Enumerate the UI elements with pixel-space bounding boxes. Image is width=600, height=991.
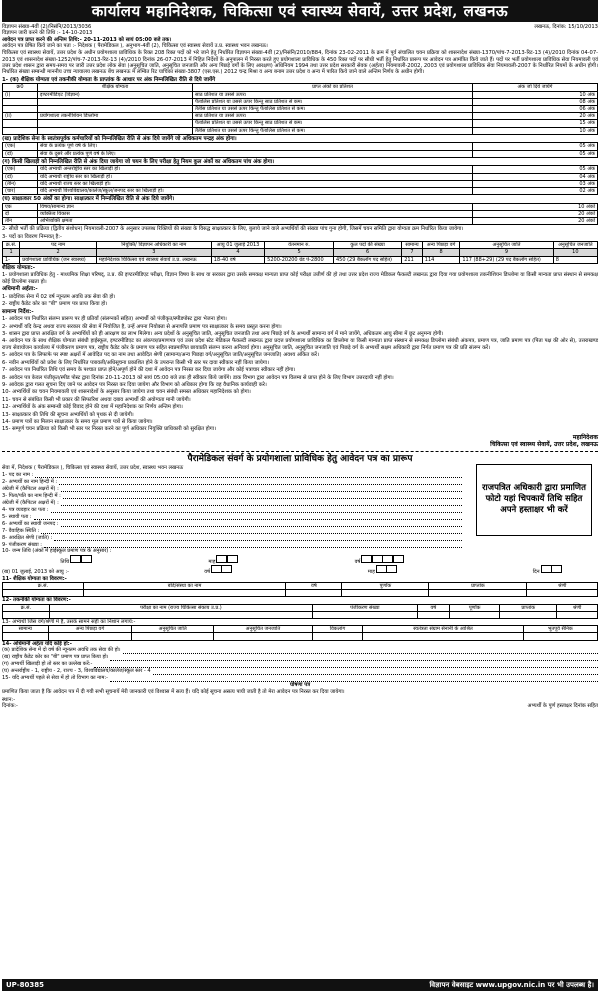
table-cell: 8: [422, 249, 460, 256]
education-title: 11- शैक्षिक योग्यता का विवरण:-: [2, 575, 67, 582]
form-field-input[interactable]: [51, 506, 462, 513]
table-row: [3, 106, 598, 113]
qualification-title: शैक्षिक योग्यता:-: [2, 264, 35, 271]
form-field-label: 1- पद का नाम :: [2, 471, 34, 478]
rule-item: 9- आवेदक द्वारा गलत सूचना दिए जाने पर आवेदन पत्र निरस्त कर दिया जायेगा और विभाग को अधिकार होगा कि वह वैधानिक कार्यवाही करे।: [2, 381, 267, 388]
table-cell: [38, 120, 193, 127]
preference-input[interactable]: [110, 654, 598, 661]
table-row: [3, 173, 598, 180]
table-header: विकलांग: [312, 626, 363, 633]
table-header: क्र.सं.: [3, 604, 50, 611]
table-cell: 114: [422, 256, 460, 263]
form-field-row[interactable]: [2, 471, 462, 478]
category-table: [2, 625, 598, 640]
preference-label: (ख) राष्ट्रीय कैडेट कोर का "बी" प्रमाण पत्र प्राप्त किया हो।: [2, 654, 109, 661]
rule-item: 7- आवेदन पत्र निर्धारित तिथि एवं समय के पश्चात प्राप्त होने/अपूर्ण होने की दशा में आवेदन पत्र निरस्त कर दिया जायेगा और कोई पत्राचार स्वीकार नहीं होगा।: [2, 367, 296, 374]
sports-marks-table: [2, 165, 598, 195]
form-field-input[interactable]: [59, 478, 462, 485]
table-cell: दो: [3, 211, 38, 218]
table-cell: 4: [211, 249, 264, 256]
table-header: अंक जो दिये जायेंगे: [473, 84, 598, 91]
category-label: 13- अभ्यर्थी जिस वर्ग/श्रेणी में है, उसके सामने सही का निशान लगायें:-: [2, 618, 136, 625]
table-header: अन्य पिछड़ा वर्ग: [422, 242, 460, 249]
form-field-label: 2- अभ्यर्थी का नाम हिन्दी में :: [2, 478, 58, 485]
table-row: [3, 150, 598, 157]
table-cell: [38, 98, 193, 105]
form-field-input[interactable]: [61, 499, 462, 506]
table-header: क्र0: [3, 84, 38, 91]
table-cell: 20 अंक: [473, 113, 598, 120]
form-field-row[interactable]: [2, 478, 462, 485]
form-field-row[interactable]: [2, 499, 462, 506]
table-cell: यदि अभ्यर्थी राष्ट्रीय स्तर का खिलाड़ी हो।: [38, 173, 473, 180]
table-cell: 20 अंकों: [473, 211, 598, 218]
preference-row[interactable]: [2, 668, 598, 675]
table-cell: [3, 127, 38, 134]
table-cell: (एक): [3, 143, 38, 150]
table-header: बोर्ड/संस्था का नाम: [83, 582, 286, 589]
form-field-row[interactable]: [2, 506, 462, 513]
dob-year-boxes[interactable]: [362, 555, 404, 563]
table-cell: 10 अंक: [473, 127, 598, 134]
table-cell: (एक): [3, 166, 38, 173]
form-field-label: अंग्रेजी में (कैपिटल अक्षरों में) :: [2, 485, 59, 492]
rules-title: सामान्य निर्देश:-: [2, 308, 34, 315]
technical-table: [2, 604, 598, 619]
rules-list: [2, 316, 598, 433]
form-field-row[interactable]: [2, 534, 462, 541]
education-table: [2, 582, 598, 597]
table-header: शैक्षिक योग्यता: [38, 84, 193, 91]
preference-row[interactable]: [2, 647, 598, 654]
form-field-label: 7- वैवाहिक स्थिति :: [2, 527, 40, 534]
table-cell: विषय/सामान्य ज्ञान: [38, 203, 473, 210]
table-cell: 2: [20, 249, 97, 256]
preference-label: 15- यदि अभ्यर्थी पहले से सेवा में हो तो विभाग का नाम:-: [2, 675, 108, 682]
footer-bar: [2, 979, 598, 991]
age-months-label: माह: [367, 569, 375, 576]
form-field-row[interactable]: [2, 513, 462, 520]
table-header: अनुसूचित जनजाति: [214, 626, 312, 633]
preferential-line-1: 1- प्रादेशिक सेना में 02 वर्ष न्यूनतम अवधि तक सेवा की हो।: [2, 293, 116, 300]
table-row: [3, 218, 598, 225]
form-field-input[interactable]: [54, 534, 462, 541]
table-header: नियुक्ति/ विज्ञापन अधिकारी का नाम: [96, 242, 211, 249]
form-field-label: 6- अभ्यर्थी का स्थायी जनपद :: [2, 520, 59, 527]
table-cell: पैंतालिस प्रतिशत या उससे ऊपर किन्तु साठ प्रतिशत से कम।: [193, 120, 473, 127]
table-cell: 1: [3, 249, 20, 256]
category-checkbox[interactable]: [363, 633, 523, 640]
preference-row[interactable]: [2, 675, 598, 682]
rule-item: 11- चयन से संबंधित किसी भी प्रकार की सिफारिश अथवा दबाव अभ्यर्थी की अयोग्यता मानी जायेगी।: [2, 396, 191, 403]
dob-month-label: माह: [208, 558, 216, 565]
rule-item: 14- प्रमाण पत्रों का मिलान साक्षात्कार के समय मूल प्रमाण पत्रों से किया जायेगा।: [2, 418, 153, 425]
form-field-label: 4- पत्र व्यवहार का पता :: [2, 506, 49, 513]
rule-item: 5- आवेदन पत्र के लिफाफे पर स्पष्ट अक्षरों में आवेदित पद का नाम तथा आवेदित श्रेणी (सामान्य/अन्य पिछड़ा वर्ग/अनुसूचित जाति/अनुसूचित जनजाति) अवश्य अंकित करें।: [2, 352, 319, 359]
table-header: पूर्णांक: [342, 582, 429, 589]
table-cell: महानिदेशक चिकित्सा एवं स्वास्थ्य सेवायें उ.प्र. लखनऊ: [96, 256, 211, 263]
table-row: [3, 203, 598, 210]
rule-item: 6- नवीन अभ्यर्थियों को प्रवेश के लिए निर्धारित पत्रावली/अधिसूचना प्रकाशित होने के उपरान्त किसी भी स्तर पर दावा स्वीकार नहीं किया जायेगा।: [2, 359, 269, 366]
table-cell: यदि अभ्यर्थी राज्य स्तर का खिलाड़ी हो।: [38, 180, 473, 187]
preference-input[interactable]: [153, 668, 598, 675]
form-field-label: 3- पिता/पति का नाम हिन्दी में :: [2, 492, 61, 499]
rule-item: 13- साक्षात्कार की तिथि की सूचना अभ्यर्थियों को पृथक से दी जायेगी।: [2, 411, 134, 418]
table-cell: 05 अंक: [473, 166, 598, 173]
table-cell: (तीन): [3, 180, 38, 187]
table-cell: 10: [553, 249, 597, 256]
form-fields: [2, 471, 462, 548]
form-field-input[interactable]: [44, 541, 462, 548]
table-header: भूतपूर्व सैनिक: [523, 626, 597, 633]
preference-list: [2, 647, 598, 682]
table-cell: (चार): [3, 188, 38, 195]
form-field-input[interactable]: [61, 485, 462, 492]
form-field-row[interactable]: [2, 485, 462, 492]
table-row: [3, 127, 598, 134]
table-cell: 3: [96, 249, 211, 256]
table-row: [3, 166, 598, 173]
signature-label: अभ्यर्थी के पूर्ण हस्ताक्षर दिनांक सहित: [527, 702, 598, 709]
table-header: क्र.सं.: [3, 242, 20, 249]
category-checkbox[interactable]: [3, 633, 49, 640]
preference-label: (घ) अन्तर्राष्ट्रीय - 1, राष्ट्रीय - 2, राज्य - 3, विश्वविद्यालय/कालेज/स्कूल स्तर - 4: [2, 668, 151, 675]
date-label: दिनांक:-: [2, 702, 18, 709]
form-field-input[interactable]: [63, 492, 462, 499]
table-header: अन्य पिछड़ा वर्ग: [48, 626, 132, 633]
preference-input[interactable]: [110, 675, 598, 682]
table-header: वर्ष: [417, 604, 449, 611]
preference-label: (क) प्रादेशिक सेना में दो वर्ष की न्यूनतम अवधि तक सेवा की हो।: [2, 647, 121, 654]
table-header: श्रेणी: [527, 582, 598, 589]
signatory-office: चिकित्सा एवं स्वास्थ्य सेवायें, उत्तर प्रदेश, लखनऊ: [490, 441, 598, 449]
table-cell: 5200-20200 ग्रेड पे-2800: [265, 256, 334, 263]
table-cell: (दो): [3, 150, 38, 157]
table-row: [3, 211, 598, 218]
table-cell: 8: [553, 256, 597, 263]
table-header: अनुसूचित जाति: [460, 242, 553, 249]
table-cell: (ii): [3, 113, 38, 120]
table-cell: व्यक्तित्व विकास: [38, 211, 473, 218]
table-row: [3, 98, 598, 105]
table-cell: सेवा के प्रत्येक पूर्ण वर्ष के लिए।: [38, 143, 473, 150]
category-checkbox[interactable]: [132, 633, 214, 640]
declaration-title: घोषणा पत्र: [289, 681, 311, 688]
rule-item: 3- शासन द्वारा प्राप्त आरक्षित वर्ग के अभ्यर्थियों को ही आरक्षण का लाभ मिलेगा। अन्य प्रदेशों के अनुसूचित जाति, अनुसूचित जनजाति तथा अन्य पिछड़े वर्ग के अभ्यर्थी सामान्य वर्ग में माने जायेंगे, अधिकतम आयु सीमा में छूट अनुमन्य होगी।: [2, 331, 444, 338]
dob-day-boxes[interactable]: [71, 555, 92, 563]
form-field-input[interactable]: [61, 520, 462, 527]
table-cell: [3, 120, 38, 127]
age-months-boxes[interactable]: [377, 565, 398, 573]
table-cell: [38, 127, 193, 134]
table-cell: सेवा के दूसरे और प्रत्येक पूर्ण वर्ष के लिए।: [38, 150, 473, 157]
table-cell: यदि अभ्यर्थी अन्तर्राष्ट्रीय स्तर का खिलाड़ी हो।: [38, 166, 473, 173]
form-field-row[interactable]: [2, 492, 462, 499]
table-header: आयु 01 जुलाई 2013: [211, 242, 264, 249]
table-cell: 5: [265, 249, 334, 256]
table-row: [3, 113, 598, 120]
footer-code: UP-80385: [6, 981, 44, 989]
table-row: [3, 120, 598, 127]
interview-marks-table: [2, 203, 598, 226]
table-cell: [38, 106, 193, 113]
table-header: पद नाम: [20, 242, 97, 249]
table-header: अनुसूचित जनजाति: [553, 242, 597, 249]
table-header: परीक्षा का नाम (राज्य चिकित्सा संकाय उ.प्र.): [49, 604, 312, 611]
table-cell: 10 अंकों: [473, 203, 598, 210]
table-row: [3, 143, 598, 150]
table-cell: 211: [402, 256, 423, 263]
territorial-army-table: [2, 142, 598, 157]
table-cell: साठ प्रतिशत या उससे ऊपर।: [193, 113, 473, 120]
posts-table: [2, 241, 598, 264]
table-header: पूर्णांक: [450, 604, 500, 611]
dob-year-label: वर्ष: [354, 558, 361, 565]
form-field-input[interactable]: [35, 471, 462, 478]
form-address: सेवा में, निदेशक ( पैरामेडिकल ), चिकित्सा एवं स्वास्थ्य सेवायें, उत्तर प्रदेश, स्वास्थ्य भवन लखनऊ: [2, 464, 184, 471]
table-cell: यदि अभ्यर्थी विश्वविद्यालय/कालेज/स्कूल/जनपद स्तर का खिलाड़ी हो।: [38, 188, 473, 195]
table-cell: 6: [333, 249, 401, 256]
table-cell: 15 अंक: [473, 120, 598, 127]
table-header: वेतनमान रु.: [265, 242, 334, 249]
preference-input[interactable]: [123, 647, 598, 654]
paragraph-2: 2- सीधी भर्ती की प्रक्रिया (द्वितीय संशोधन) नियमावली-2007 के अनुसार उपलब्ध रिक्तियों की संख्या के विरुद्ध साक्षात्कार के लिए, बुलाये जाने वाले अभ्यर्थियों की संख्या पांच गुना होगी, जिसमें चयन समिति द्वारा योग्यता क्रम निर्धारित किया जायेगा।: [2, 226, 464, 233]
form-field-label: 5- स्थायी पता :: [2, 513, 32, 520]
table-cell: साठ प्रतिशत या उससे ऊपर।: [193, 91, 473, 98]
table-header: पंजीकरण संख्या: [313, 604, 418, 611]
table-row: [3, 188, 598, 195]
table-header: कुल पदों की संख्या: [333, 242, 401, 249]
table-cell: प्रयोगशाला तकनीशियन डिप्लोमा: [38, 113, 193, 120]
table-header: वर्ष: [286, 582, 342, 589]
rule-item: 2- अभ्यर्थी यदि केन्द्र अथवा राज्य सरकार की सेवा में नियोजित है, उन्हें अपना नियोक्ता से अनापत्ति प्रमाण पत्र साक्षात्कार के समय प्रस्तुत करना होगा।: [2, 323, 282, 330]
dob-day-label: तिथि: [60, 558, 70, 565]
table-cell: अभिव्यक्ति क्षमता: [38, 218, 473, 225]
table-cell: तैंतीस प्रतिशत या उससे ऊपर किन्तु पैंतालिस प्रतिशत से कम।: [193, 127, 473, 134]
table-cell: 7: [402, 249, 423, 256]
rule-item: 12- अभ्यर्थियों के अंक सम्बन्धी कोई विवाद होने की दशा में महानिदेशक का निर्णय अन्तिम होगा।: [2, 404, 183, 411]
dob-month-boxes[interactable]: [217, 555, 238, 563]
preference-input[interactable]: [94, 661, 598, 668]
form-title: पैरामेडिकल संवर्ग के प्रयोगशाला प्राविधिक हेतु आवेदन पत्र का प्रारूप: [187, 453, 413, 464]
table-cell: [3, 98, 38, 105]
technical-title: 12- तकनीकी योग्यता का विवरण:-: [2, 597, 71, 604]
table-header: स्वतंत्रता संग्राम सेनानी के आश्रित: [363, 626, 523, 633]
rule-item: 10- अभ्यर्थियों का चयन नियमावली एवं शासनादेशों के अनुसार किया जायेगा तथा चयन संबंधी समस्त अधिकार महानिदेशक को होगा।: [2, 389, 251, 396]
table-cell: (दो): [3, 173, 38, 180]
table-header: सामान्य: [402, 242, 423, 249]
footer-website: विज्ञापन वेबसाइट www.upgov.nic.in पर भी उपलब्ध है।: [429, 980, 594, 989]
table-header: सामान्य: [3, 626, 49, 633]
table-cell: 1-: [3, 256, 20, 263]
table-cell: 03 अंक: [473, 180, 598, 187]
qualification-marks-table: [2, 83, 598, 134]
form-field-row[interactable]: [2, 541, 462, 548]
table-header: प्राप्त अंकों का प्रतिशत: [193, 84, 473, 91]
table-cell: एक: [3, 203, 38, 210]
table-cell: 450 (29 बैकलॉग पद सहित): [333, 256, 401, 263]
page-title: कार्यालय महानिदेशक, चिकित्सा एवं स्वास्थ्य सेवायें, उत्तर प्रदेश, लखनऊ: [2, 0, 598, 22]
rule-item: 4- आवेदन पत्र के साथ शैक्षिक योग्यता संबंधी हाईस्कूल, इण्टरमीडिएट का अंकपत्र/प्रमाणपत्र एवं उत्तर प्रदेश स्टेट मेडिकल फैकल्टी लखनऊ द्वारा प्रदत्त प्रयोगशाला प्राविधिक का डिप्लोमा या किसी मान्यता प्राप्त संस्थान से समकक्ष डिप्लोमा संबंधी अंकपत्र, प्रमाण पत्र, जाति प्रमाण पत्र (पिता पक्ष की ओर से), उत्तराखण्ड राज्य सेवायोजन कार्यालय में पंजीकरण प्रमाण पत्र, राष्ट्रीय कैडेट कोर के प्रमाण पत्र सहित स्वप्रमाणित छायाप्रति संलग्न करना अनिवार्य होगा। अनुसूचित जाति, अनुसूचित जनजाति एवं पिछड़े वर्ग के अभ्यर्थी सक्षम अधिकारी द्वारा निर्गत प्रमाण पत्र की प्रति संलग्न करें।: [2, 338, 598, 351]
table-cell: 04 अंक: [473, 173, 598, 180]
section-kh-title: (ख) प्रादेशिक सेना के स्वतंत्रापूर्वक कर्मचारियों को निम्नलिखित रीति से अंक दिये जायेंगे जो अधिकतम पन्द्रह अंक होगा।: [2, 135, 237, 142]
table-cell: (i): [3, 91, 38, 98]
table-cell: 08 अंक: [473, 98, 598, 105]
table-cell: 06 अंक: [473, 106, 598, 113]
reference-number: विज्ञापन संख्या-4वीं (2)/निसंनि/2013/3036: [2, 24, 92, 30]
table-cell: 05 अंक: [473, 150, 598, 157]
form-field-input[interactable]: [41, 527, 462, 534]
table-header: अनुसूचित जाति: [132, 626, 214, 633]
rule-item: 15- सम्पूर्ण चयन प्रक्रिया को किसी भी स्तर पर निरस्त करने का पूर्ण अधिकार नियुक्ति प्राधिकारी को सुरक्षित होगा।: [2, 426, 216, 433]
rule-item: 1- आवेदन पत्र निर्धारित संलग्न प्रारूप पर ही प्रतियाँ (संलग्नकों सहित) अभ्यर्थी को पंजीकृत/स्पीडपोस्ट द्वारा भेजना होगा।: [2, 316, 227, 323]
send-address: आवेदन पत्र प्रेषित किये जाने का पता :- निदेशक ( पैरामेडिकल ), अनुभाग-4वीं (2), चिकित्सा एवं स्वास्थ्य सेवायें उ.प्र. स्वास्थ्य भवन लखनऊ।: [2, 42, 268, 49]
preference-title: 14- अधिमानी अर्हता यदि कोई हो:-: [2, 640, 72, 647]
category-checkbox[interactable]: [48, 633, 132, 640]
table-header: प्राप्तांक: [429, 582, 527, 589]
section-1-title: 1- (क) शैक्षिक योग्यता एवं तकनीकी योग्यता के प्राप्तांक के आधार पर अंक निम्नलिखित रीति से दिये जायेंगे: [2, 76, 216, 83]
table-cell: [3, 106, 38, 113]
signatory-designation: महानिदेशक: [572, 433, 598, 441]
preference-label: (ग) अभ्यर्थी खिलाड़ी हो तो स्तर का उल्लेख करें:-: [2, 661, 93, 668]
qualification-text: 1- प्रयोगशाला प्राविधिक हेतु - माध्यमिक शिक्षा परिषद्, उ.प्र. की इण्टरमीडिएट परीक्षा, विज्ञान विषय के साथ या सरकार द्वारा उसके समकक्ष मान्यता प्राप्त कोई परीक्षा उत्तीर्ण की हो तथा उत्तर प्रदेश राज्य मेडिकल फैकल्टी लखनऊ द्वारा दिया गया प्रयोगशाला तकनीशियन डिप्लोमा या किसी मान्यता प्राप्त संस्थान से समकक्ष कोई डिप्लोमा रखता हो।: [2, 272, 598, 285]
rule-item: 8- आवेदन पत्र केवल पंजीकृत/स्पीड पोस्ट द्वारा दिनांक 20-11-2013 को सायं 05:00 बजे तक ही स्वीकार किये जायेंगे। डाक विभाग द्वारा आवेदन पत्र विलम्ब से प्राप्त होने के लिए विभाग उत्तरदायी नहीं होगा।: [2, 374, 394, 381]
photo-box: राजपत्रित अधिकारी द्वारा प्रमाणित फोटो यहां चिपकायें तिथि सहित अपने हस्ताक्षर भी करें: [476, 464, 592, 536]
preference-row[interactable]: [2, 661, 598, 668]
section-g-title: (ग) किसी खिलाड़ी को निम्नलिखित रीति से अंक दिया जायेगा जो चयन के लिए परीक्षा हेतु नियम कुल अंकों का अधिकतम पांच अंक होगा।: [2, 158, 275, 165]
table-row: [3, 91, 598, 98]
published-date: विज्ञापन जारी करने की तिथि :- 14-10-2013: [2, 30, 93, 37]
dob-label: 10- जन्म तिथि (अंकों में हाईस्कूल प्रमाण पत्र के अनुसार) :: [2, 548, 112, 555]
table-cell: 9: [460, 249, 553, 256]
place-date: लखनऊ, दिनांक: 15/10/2013: [534, 24, 598, 30]
table-cell: इण्टरमीडिएट (विज्ञान): [38, 91, 193, 98]
preferential-line-2: 2- राष्ट्रीय कैडेट कोर का "बी" प्रमाण पत्र प्राप्त किया हो।: [2, 301, 108, 308]
table-cell: 20 अंकों: [473, 218, 598, 225]
paragraph-3: 3- पदों का विवरण निम्नवत् है:-: [2, 233, 62, 240]
category-checkbox[interactable]: [214, 633, 312, 640]
table-row: [3, 180, 598, 187]
section-gh-title: (घ) साक्षात्कार 50 अंकों का होगा। साक्षात्कार में निम्नलिखित रीति से अंक दिये जायेंगे।: [2, 196, 175, 203]
category-checkbox[interactable]: [312, 633, 363, 640]
table-cell: 05 अंक: [473, 143, 598, 150]
form-field-row[interactable]: [2, 520, 462, 527]
table-cell: तैंतीस प्रतिशत या उससे ऊपर किन्तु पैंतालिस प्रतिशत से कम।: [193, 106, 473, 113]
form-field-label: अंग्रेजी में (कैपिटल अक्षरों में) :: [2, 499, 59, 506]
intro-paragraph: चिकित्सा एवं स्वास्थ्य सेवायें, उत्तर प्रदेश के अधीन प्रयोगशाला प्राविधिक के रिक्त 208 रिक्त पदों को भरे जाने हेतु निर्धारित विज्ञापन संख्या-4वीं (2)/निसंनि/2010/884, दिनांक 23-02-2011 के क्रम में पूर्व संचालित चयन प्रक्रिया को शासनादेश संख्या-1370/पांच-7-2013-रिट-13 (4)/2010 दिनांक 04-07-2013 एवं शासनादेश संख्या-1252/पांच-7-2013-रिट-13 (4)/2010 दिनांक 26-07-2013 में निहित निर्देशों के अनुपालन में निरस्त करते हुए प्रयोगशाला प्राविधिक के 450 रिक्त पदों पर सीधी भर्ती हेतु निर्धारित प्रारूप पर आवेदन पत्र आमंत्रित किये जाते हैं। पदों पर भर्ती प्रयोगशाला प्राविधिक सेवा नियमावली एवं उत्तर प्रदेश शासन द्वारा समय-समय पर जारी उत्तर प्रदेश लोक सेवा (अनुसूचित जाति, अनुसूचित जनजाति और अन्य पिछड़े वर्गों के लिए आरक्षण) अधिनियम 1994 तथा उत्तर प्रदेश सरकारी सेवक (अर्हता) नियमावली-2002, 2003 एवं प्रयोगशाला प्राविधिक सेवा नियमावली-2007 के निर्धारित नियमों के अधीन होगी। निर्धारित संख्या सम्बन्धी माननीय उच्च न्यायालय लखनऊ बेंच लखनऊ में लम्बित रिट याचिका संख्या-3807 (एस.एस.) 2012 चन्द्र मिश्रा व अन्य बनाम उत्तर प्रदेश व अन्य में पारित किये जाने वाले अन्तिम निर्णय के अधीन होगी।: [2, 50, 598, 76]
place-label: स्थान:-: [2, 696, 16, 703]
table-header: प्राप्तांक: [500, 604, 557, 611]
form-field-row[interactable]: [2, 527, 462, 534]
age-days-boxes[interactable]: [541, 565, 562, 573]
category-checkbox[interactable]: [523, 633, 597, 640]
last-date: आवेदन पत्र प्राप्त करने की अन्तिम तिथि:- 20-11-2013 को सायं 05:00 बजे तक।: [2, 36, 172, 43]
age-years-label: वर्ष: [204, 569, 211, 576]
table-cell: 117 (88+29) (29 पद बैकलॉग सहित): [460, 256, 553, 263]
age-days-label: दिन: [532, 569, 540, 576]
table-cell: 18-40 वर्ष: [211, 256, 264, 263]
preferential-title: अधिमानी अर्हता:-: [2, 286, 38, 293]
table-cell: 10 अंक: [473, 91, 598, 98]
age-label: (ख) 01 जुलाई, 2013 को आयु :-: [2, 569, 69, 576]
form-field-input[interactable]: [34, 513, 463, 520]
table-cell: पैंतालिस प्रतिशत या उससे ऊपर किन्तु साठ प्रतिशत से कम।: [193, 98, 473, 105]
table-cell: तीन: [3, 218, 38, 225]
table-cell: 02 अंक: [473, 188, 598, 195]
preference-row[interactable]: [2, 654, 598, 661]
form-field-label: 8- आरक्षित श्रेणी (जाति) :: [2, 534, 53, 541]
table-header: श्रेणी: [557, 604, 598, 611]
table-header: क्र.सं.: [3, 582, 84, 589]
table-cell: प्रयोगशाला प्राविधिक (जन स्वास्थ्य): [20, 256, 97, 263]
form-field-label: 9- पंजीकरण संख्या :: [2, 541, 43, 548]
age-years-boxes[interactable]: [212, 565, 233, 573]
declaration-text: प्रमाणित किया जाता है कि आवेदन पत्र में दी गयी सभी सूचनायें मेरी जानकारी एवं विश्वास में सत्य हैं। यदि कोई सूचना असत्य पायी जाती है तो मेरा आवेदन पत्र निरस्त कर दिया जायेगा।: [2, 689, 345, 696]
